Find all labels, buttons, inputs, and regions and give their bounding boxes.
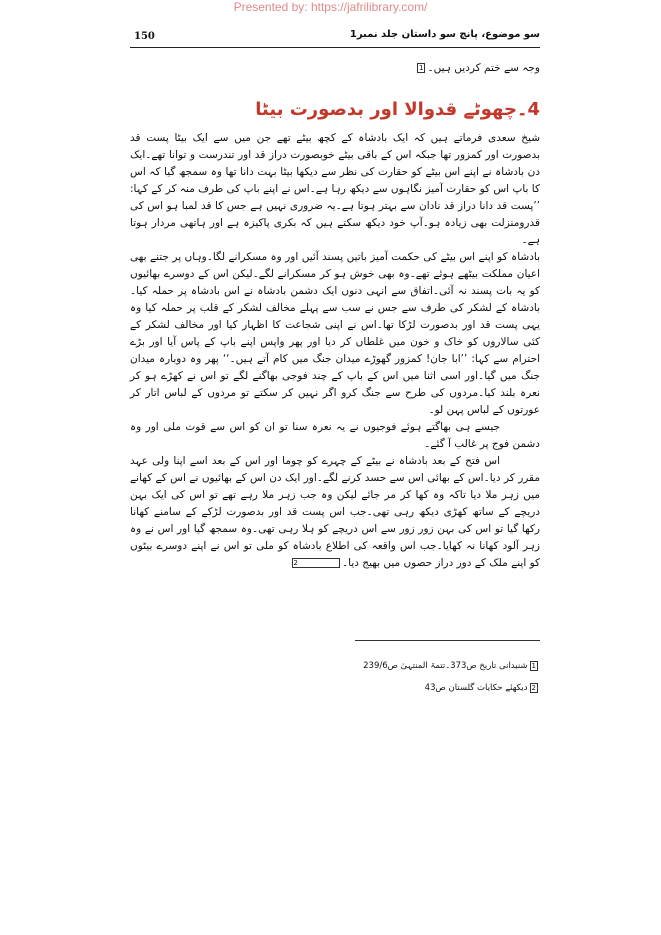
- footnote-1-text: شنیدانی تاریخ ص373۔تتمۃ المنتہیٰ ص239/6: [363, 661, 528, 671]
- footnote-2: [330, 677, 540, 699]
- paragraph-3: جیسے ہی بھاگتے ہوئے فوجیوں نے یہ نعرہ سنا تو ان کو اس سے قوت ملی اور وہ دشمن فوج پر غالب آ گئے۔: [130, 421, 540, 450]
- paragraph-1: شیخ سعدی فرماتے ہیں کہ ایک بادشاہ کے کچھ بیٹے تھے جن میں سے ایک بیٹا پست قد بدصورت اور کمزور تھا جبکہ اس کے باقی بیٹے خوبصورت دراز قد اور تندرست و توانا تھے۔ایک دن بادشاہ نے اپنے اس بیٹے کو حقارت کی نظر سے دیکھا بیٹا بہت دانا تھا وہ سمجھ گیا کہ اس کا باپ اس کو حقارت آمیز نگاہوں سے دیکھ رہا ہے۔اس نے اپنے باپ کی طرف منہ کر کے کہا: ’’پست قد دانا دراز قد نادان سے بہتر ہوتا ہے۔یہ ضروری نہیں ہے جس کا قد لمبا ہو اس کی قدرومنزلت بھی زیادہ ہو۔آپ خود دیکھ سکتے ہیں کہ بکری پاکیزہ ہے اور ہاتھی مردار ہوتا ہے۔: [130, 132, 540, 246]
- footnote-divider: [355, 640, 540, 641]
- footnotes: [330, 655, 540, 699]
- page-header: [130, 29, 540, 48]
- carryover-line: [130, 60, 540, 77]
- footnote-1-mark: 1: [531, 661, 536, 670]
- page-number: 150: [134, 31, 155, 42]
- footnote-1: [330, 655, 540, 677]
- footnote-2-mark: 2: [531, 683, 536, 692]
- paragraph-4: [130, 453, 540, 572]
- running-title: سو موضوع، پانچ سو داستان جلد نمبر1: [349, 29, 540, 40]
- carryover-text: وجہ سے ختم کردیں ہیں۔: [427, 62, 540, 74]
- footnote-ref-2: 2: [292, 558, 340, 568]
- paragraph-4-text: اس فتح کے بعد بادشاہ نے بیٹے کے چہرے کو چوما اور اس کے بعد اسے اپنا ولی عہد مقرر کر دیا۔اس کے بھائی اس سے حسد کرنے لگے۔اور ایک دن اس کے بھائیوں نے اس کے کھانے میں زہر ملا دیا تاکہ وہ کھا کر مر جائے لیکن وہ جب زہر ملا رہے تھے تو اس کی ایک بہن دریچے کے ساتھ کھڑی دیکھ رہی تھی۔جب اس پست قد اور بدصورت لڑکے کے سامنے کھانا رکھا گیا تو اس کی بہن زور زور سے اس دریچے کو ہلا رہی تھی۔وہ سمجھ گیا اور اس نے وہ زہر آلود کھانا نہ کھایا۔جب اس واقعہ کی اطلاع بادشاہ کو ملی تو اس نے اپنے دوسرے بیٹوں کو اپنے ملک کے دور دراز حصوں میں بھیج دیا۔: [130, 455, 540, 569]
- section-heading: 4۔چھوٹے قدوالا اور بدصورت بیٹا: [255, 99, 540, 120]
- paragraph-2: بادشاہ کو اپنے اس بیٹے کی حکمت آمیز باتیں پسند آئیں اور وہ مسکرانے لگا۔وہاں پر جتنے بھی اعیان مملکت بیٹھے ہوئے تھے۔وہ بھی خوش ہو کر مسکرانے لگے۔لیکن اس کے دوسرے بھائیوں کو یہ بات پسند نہ آئی۔اتفاق سے انہی دنوں ایک دشمن بادشاہ نے اس بادشاہ پر حملہ کیا۔بادشاہ کے لشکر کی طرف سے جس نے سب سے پہلے مخالف لشکر کے قلب پر حملہ کیا وہ یہی پست قد اور بدصورت لڑکا تھا۔اس نے اپنی شجاعت کا اظہار کیا اور مخالف لشکر کے کئی سالاروں کو خاک و خون میں غلطاں کر دیا اور پھر واپس اپنے باپ کے پاس آیا اور بڑے احترام سے کہا: ’’ابا جان! کمزور گھوڑے میدان جنگ میں کام آتے ہیں۔‘‘ پھر وہ دوبارہ میدان جنگ میں گیا۔اور اسی اثنا میں اس کے باپ کے چند فوجی بھاگنے لگے تو اس نے کھڑے ہو کر نعرہ بلند کیا۔مردوں کی طرح سے جنگ کرو اگر نہیں کر سکتے تو مردوں کے لباس اتار کر عورتوں کے لباس پہن لو۔: [130, 251, 540, 416]
- footnote-ref-1: 1: [419, 64, 424, 72]
- footnote-2-text: دیکھئے حکایات گلستان ص43: [424, 683, 528, 693]
- watermark: Presented by: https://jafrilibrary.com/: [233, 0, 428, 14]
- story-body: [130, 130, 540, 572]
